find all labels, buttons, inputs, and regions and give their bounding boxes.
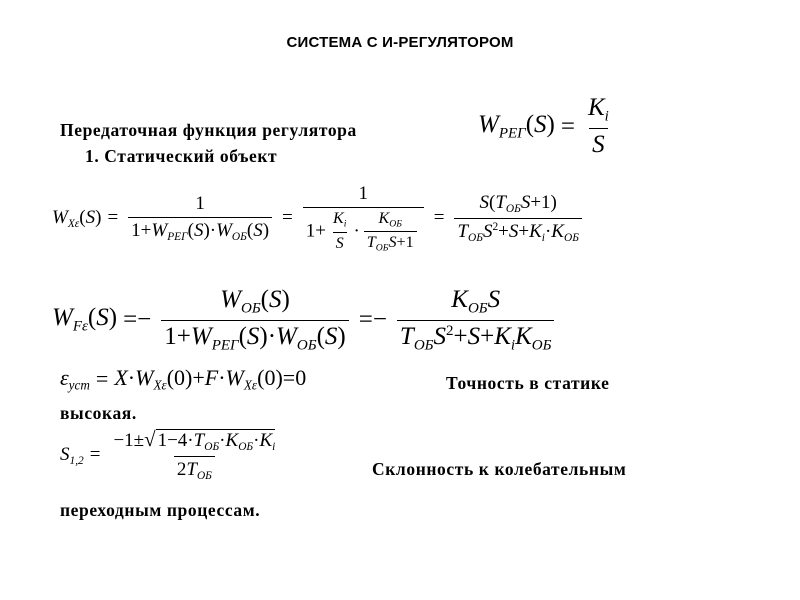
oscillation-text: Склонность к колебательным [372, 459, 627, 479]
static-object-label: 1. Статический объект [85, 146, 278, 166]
regulator-transfer-formula: $W_{РЕГ}(S)$ = $\frac{K_i}{S}$ [478, 94, 609, 158]
slide-title: СИСТЕМА С И-РЕГУЛЯТОРОМ [286, 34, 514, 51]
transient-text: переходным процессам. [60, 500, 261, 520]
high-text: высокая. [60, 403, 137, 423]
closed-loop-f-formula: $W_{F\varepsilon}(S)$ =− $\frac{W_{ОБ}(S)}{1+W_{РЕГ}(S)\cdot W_{ОБ}(S)}$ =− $\frac{K_{ОБ}S}{T_{ОБ}S^2+S+K_iK_{ОБ}}$ [52, 286, 558, 354]
static-error-formula: $\varepsilon_{уст}$ = $X\cdot W_{X\varepsilon}(0)+F\cdot W_{X\varepsilon}(0)=0$ [60, 365, 307, 393]
transfer-function-label: Передаточная функция регулятора [60, 120, 357, 140]
accuracy-text: Точность в статике [446, 373, 610, 393]
roots-formula: $S_{1,2}$ = $\frac{-1\pm√ 1-4\cdot T_{ОБ}\cdot K_{ОБ}\cdot K_i}{2T_{ОБ}}$ [60, 427, 276, 483]
closed-loop-x-formula: $W_{X\varepsilon}(S)$ = $\frac{1}{1+W_{РЕГ}(S)\cdot W_{ОБ}(S)}$ = 1 1+ $\frac{K_i}{S}$ · $\frac{K_{ОБ}}{T_{ОБ}S+1}$ = $\frac{S(T_{ОБ}S+1)}{T_{ОБ}S^2+S+K_i\cdot K_{ОБ}}$ [52, 183, 586, 254]
